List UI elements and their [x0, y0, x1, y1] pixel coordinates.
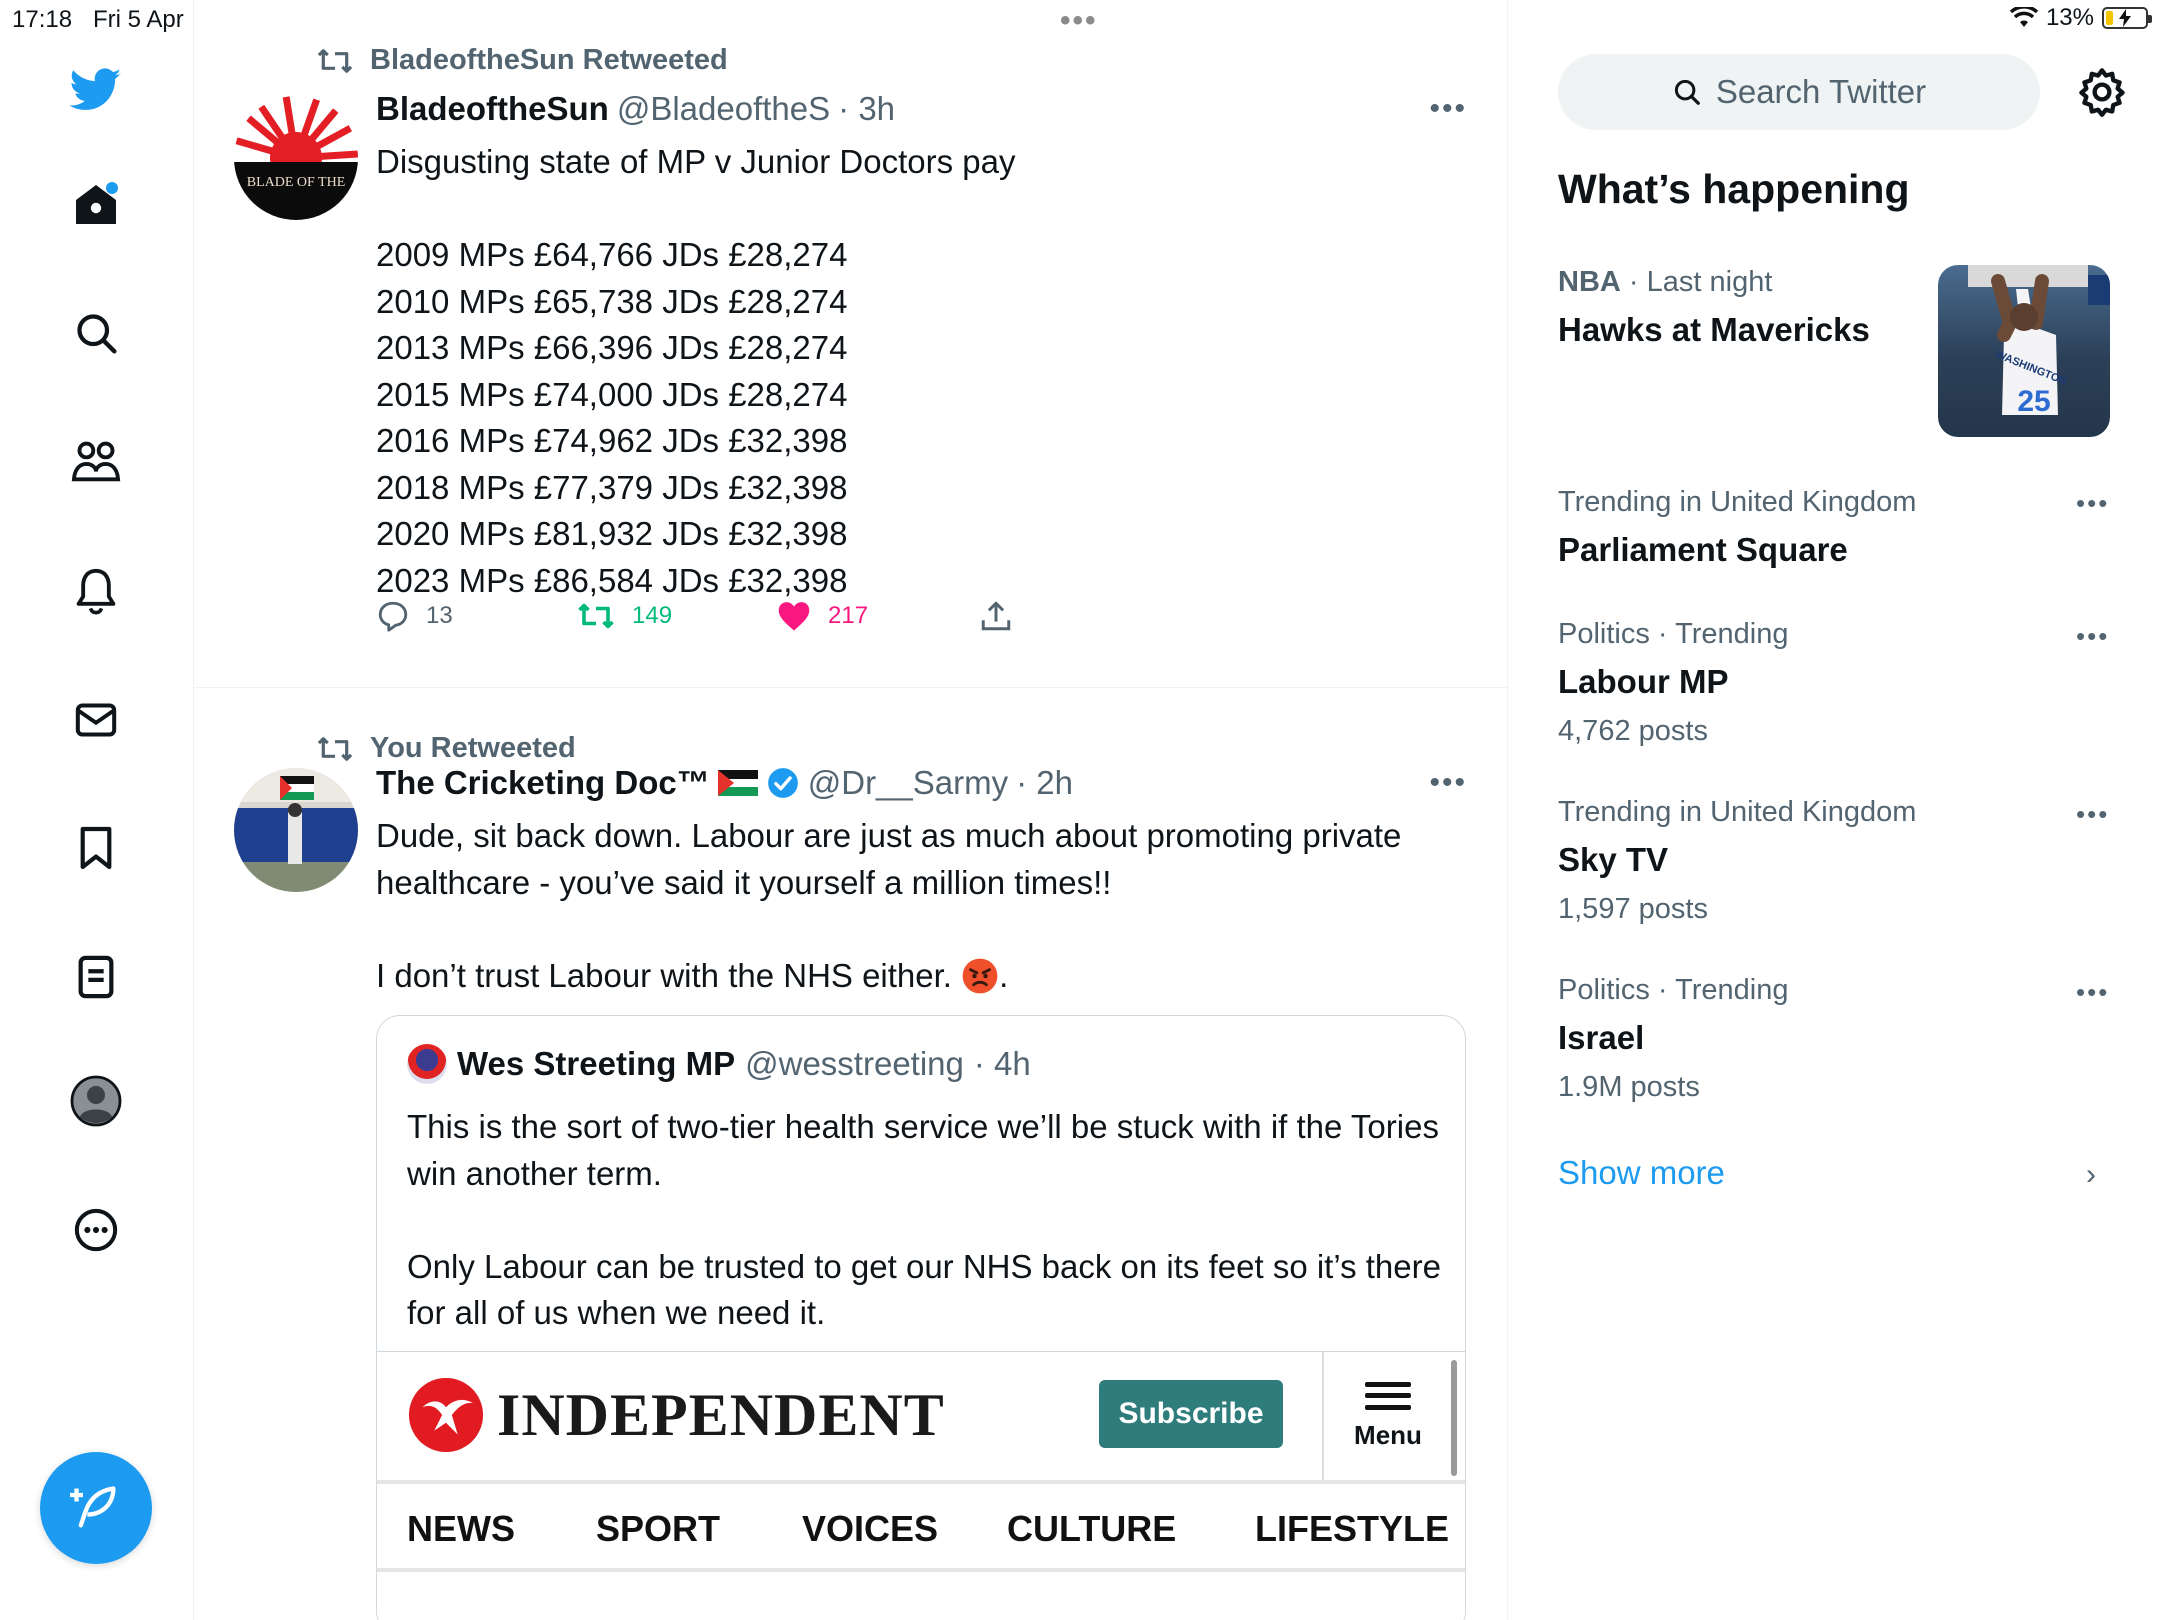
section-news[interactable]: NEWS	[407, 1508, 515, 1549]
section-lifestyle[interactable]: LIFESTYLE	[1255, 1508, 1450, 1549]
trend-when: · Last night	[1628, 266, 1773, 298]
share-button[interactable]	[980, 599, 1012, 633]
settings-gear-icon[interactable]	[2076, 66, 2128, 118]
quoted-tweet[interactable]	[376, 1015, 1466, 1620]
nav-bookmarks-icon[interactable]	[70, 822, 122, 874]
like-count: 217	[828, 602, 869, 629]
trend-image[interactable]	[1938, 265, 2110, 437]
retweet-indicator	[316, 44, 728, 77]
section-voices[interactable]: VOICES	[802, 1508, 939, 1549]
trend-more-icon[interactable]: •••	[2076, 621, 2110, 651]
trend-title: Hawks at Mavericks	[1558, 311, 1870, 348]
right-sidebar	[1508, 0, 2160, 1620]
retweet-count: 149	[632, 602, 673, 629]
trend-more-icon[interactable]: •••	[2076, 799, 2110, 829]
trend-more-icon[interactable]: •••	[2076, 977, 2110, 1007]
trend-title: Labour MP	[1558, 663, 1729, 700]
tweet-bladeofthesun[interactable]	[194, 0, 1507, 688]
multitasking-dots-icon[interactable]: •••	[1060, 4, 1098, 37]
chevron-right-icon[interactable]: ›	[2086, 1158, 2096, 1191]
trend-meta: Politics · Trending	[1558, 618, 1789, 650]
scrollbar[interactable]	[1451, 1360, 1457, 1476]
trend-post-count: 1.9M posts	[1558, 1071, 1700, 1103]
quoted-tweet-time[interactable]: · 4h	[973, 1045, 1031, 1082]
left-navigation	[0, 0, 194, 1620]
tweet-cricketing-doc[interactable]	[194, 688, 1507, 1620]
nav-notifications-bell-icon[interactable]	[70, 565, 122, 617]
tweet-text: Disgusting state of MP v Junior Doctors pay 2009 MPs £64,766 JDs £28,274 2010 MPs £65,738 JDs £28,274 2013 MPs £66,396 JDs £28,274 2015 MPs £74,000 JDs £28,274 2016 MPs £74,962 JDs £32,398 2018 MPs £77,379 JDs £32,398 2020 MPs £81,932 JDs £32,398 2023 MPs £86,584 JDs £32,398	[376, 143, 1016, 599]
tweet-time[interactable]: · 2h	[1016, 764, 1073, 801]
trend-meta: Trending in United Kingdom	[1558, 796, 1917, 828]
trend-meta: Politics · Trending	[1558, 974, 1789, 1006]
quoted-author-avatar[interactable]	[407, 1044, 447, 1084]
trend-title: Sky TV	[1558, 841, 1669, 878]
show-more-link[interactable]: Show more	[1558, 1154, 1725, 1191]
trend-meta: Trending in United Kingdom	[1558, 486, 1917, 518]
reply-button[interactable]	[376, 599, 453, 633]
quoted-tweet-image[interactable]	[377, 1351, 1466, 1620]
whats-happening-heading: What’s happening	[1558, 166, 1910, 212]
hamburger-menu-icon	[1365, 1382, 1411, 1410]
trend-title: Israel	[1558, 1019, 1645, 1056]
reply-count: 13	[426, 602, 453, 629]
tweet-header	[376, 90, 895, 128]
author-handle[interactable]: @BladeoftheS	[616, 90, 831, 127]
trend-more-icon[interactable]: •••	[2076, 488, 2110, 518]
independent-wordmark: INDEPENDENT	[497, 1381, 945, 1448]
quoted-author-name[interactable]: Wes Streeting MP	[457, 1045, 736, 1082]
search-bar[interactable]	[1558, 54, 2040, 130]
trend-item[interactable]	[1558, 486, 2118, 569]
tweet-text	[376, 813, 1466, 999]
trend-post-count: 1,597 posts	[1558, 893, 1708, 925]
tweet-time[interactable]: · 3h	[838, 90, 896, 127]
verified-badge-icon	[766, 766, 800, 800]
angry-face-emoji-icon	[961, 957, 999, 995]
independent-eagle-icon	[407, 1376, 485, 1454]
nav-lists-icon[interactable]	[70, 951, 122, 1003]
section-sport[interactable]: SPORT	[596, 1508, 721, 1549]
heart-filled-icon	[776, 600, 812, 632]
status-date: Fri 5 Apr	[93, 6, 184, 33]
nav-messages-mail-icon[interactable]	[70, 694, 122, 746]
trend-item[interactable]	[1558, 618, 2118, 748]
retweet-indicator	[316, 732, 576, 765]
nav-search-icon[interactable]	[70, 307, 122, 359]
author-name[interactable]: The Cricketing Doc™	[376, 764, 710, 801]
quoted-tweet-text: This is the sort of two-tier health service we’ll be stuck with if the Tories win another term. Only Labour can be trusted to get our NHS back on its feet so it’s there for all of us when we need it.	[407, 1108, 1441, 1331]
trend-post-count: 4,762 posts	[1558, 715, 1708, 747]
tweet-text-body: Dude, sit back down. Labour are just as much about promoting private healthcare - you’ve said it yourself a million times!! I don’t trust Labour with the NHS either.	[376, 817, 1402, 994]
quoted-author-handle[interactable]: @wesstreeting	[745, 1045, 964, 1082]
jersey-number: 25	[2017, 385, 2051, 418]
trend-item[interactable]	[1558, 974, 2118, 1104]
menu-label: Menu	[1354, 1419, 1422, 1450]
tweet-more-icon[interactable]: •••	[1429, 92, 1467, 125]
trend-category: NBA	[1558, 266, 1621, 298]
independent-logo	[407, 1376, 945, 1454]
battery-percent: 13%	[2045, 4, 2094, 31]
nav-communities-icon[interactable]	[70, 436, 122, 488]
nav-profile-avatar-icon[interactable]	[70, 1075, 122, 1127]
search-icon	[1672, 77, 1702, 107]
compose-feather-icon	[70, 1482, 122, 1534]
author-handle[interactable]: @Dr__Sarmy	[807, 764, 1009, 801]
nav-home-icon[interactable]	[70, 178, 122, 230]
trend-title: Parliament Square	[1558, 531, 1848, 568]
reply-icon	[376, 599, 410, 633]
subscribe-button[interactable]: Subscribe	[1099, 1380, 1283, 1448]
tweet-author-avatar[interactable]	[234, 96, 358, 220]
share-icon	[980, 599, 1012, 633]
quoted-tweet-header	[407, 1044, 1031, 1084]
avatar-caption: BLADE OF THE	[246, 175, 346, 190]
compose-tweet-button[interactable]	[40, 1452, 152, 1564]
independent-section-nav	[377, 1480, 1466, 1572]
retweet-icon	[316, 46, 354, 76]
menu-button[interactable]	[1322, 1352, 1452, 1480]
twitter-logo-icon[interactable]	[70, 64, 122, 116]
retweet-icon	[576, 601, 616, 631]
status-time: 17:18	[12, 6, 73, 33]
search-placeholder: Search Twitter	[1715, 73, 1927, 110]
palestine-flag-icon	[718, 770, 758, 796]
nav-more-icon[interactable]	[70, 1204, 122, 1256]
author-name[interactable]: BladeoftheSun	[376, 90, 609, 127]
jersey-name: WASHINGTON	[1993, 348, 2069, 388]
retweeted-by-label: BladeoftheSun Retweeted	[370, 44, 728, 76]
like-button[interactable]	[776, 600, 868, 632]
tweet-author-avatar[interactable]	[234, 768, 358, 892]
retweeted-by-label: You Retweeted	[370, 732, 576, 764]
tweet-text-end: .	[999, 956, 1009, 994]
section-culture[interactable]: CULTURE	[1007, 1508, 1177, 1549]
timeline	[194, 0, 1508, 1620]
retweet-button[interactable]	[576, 601, 672, 631]
tweet-more-icon[interactable]: •••	[1429, 766, 1467, 799]
trend-item[interactable]	[1558, 796, 2118, 926]
retweet-icon	[316, 734, 354, 764]
tweet-header	[376, 764, 1073, 802]
